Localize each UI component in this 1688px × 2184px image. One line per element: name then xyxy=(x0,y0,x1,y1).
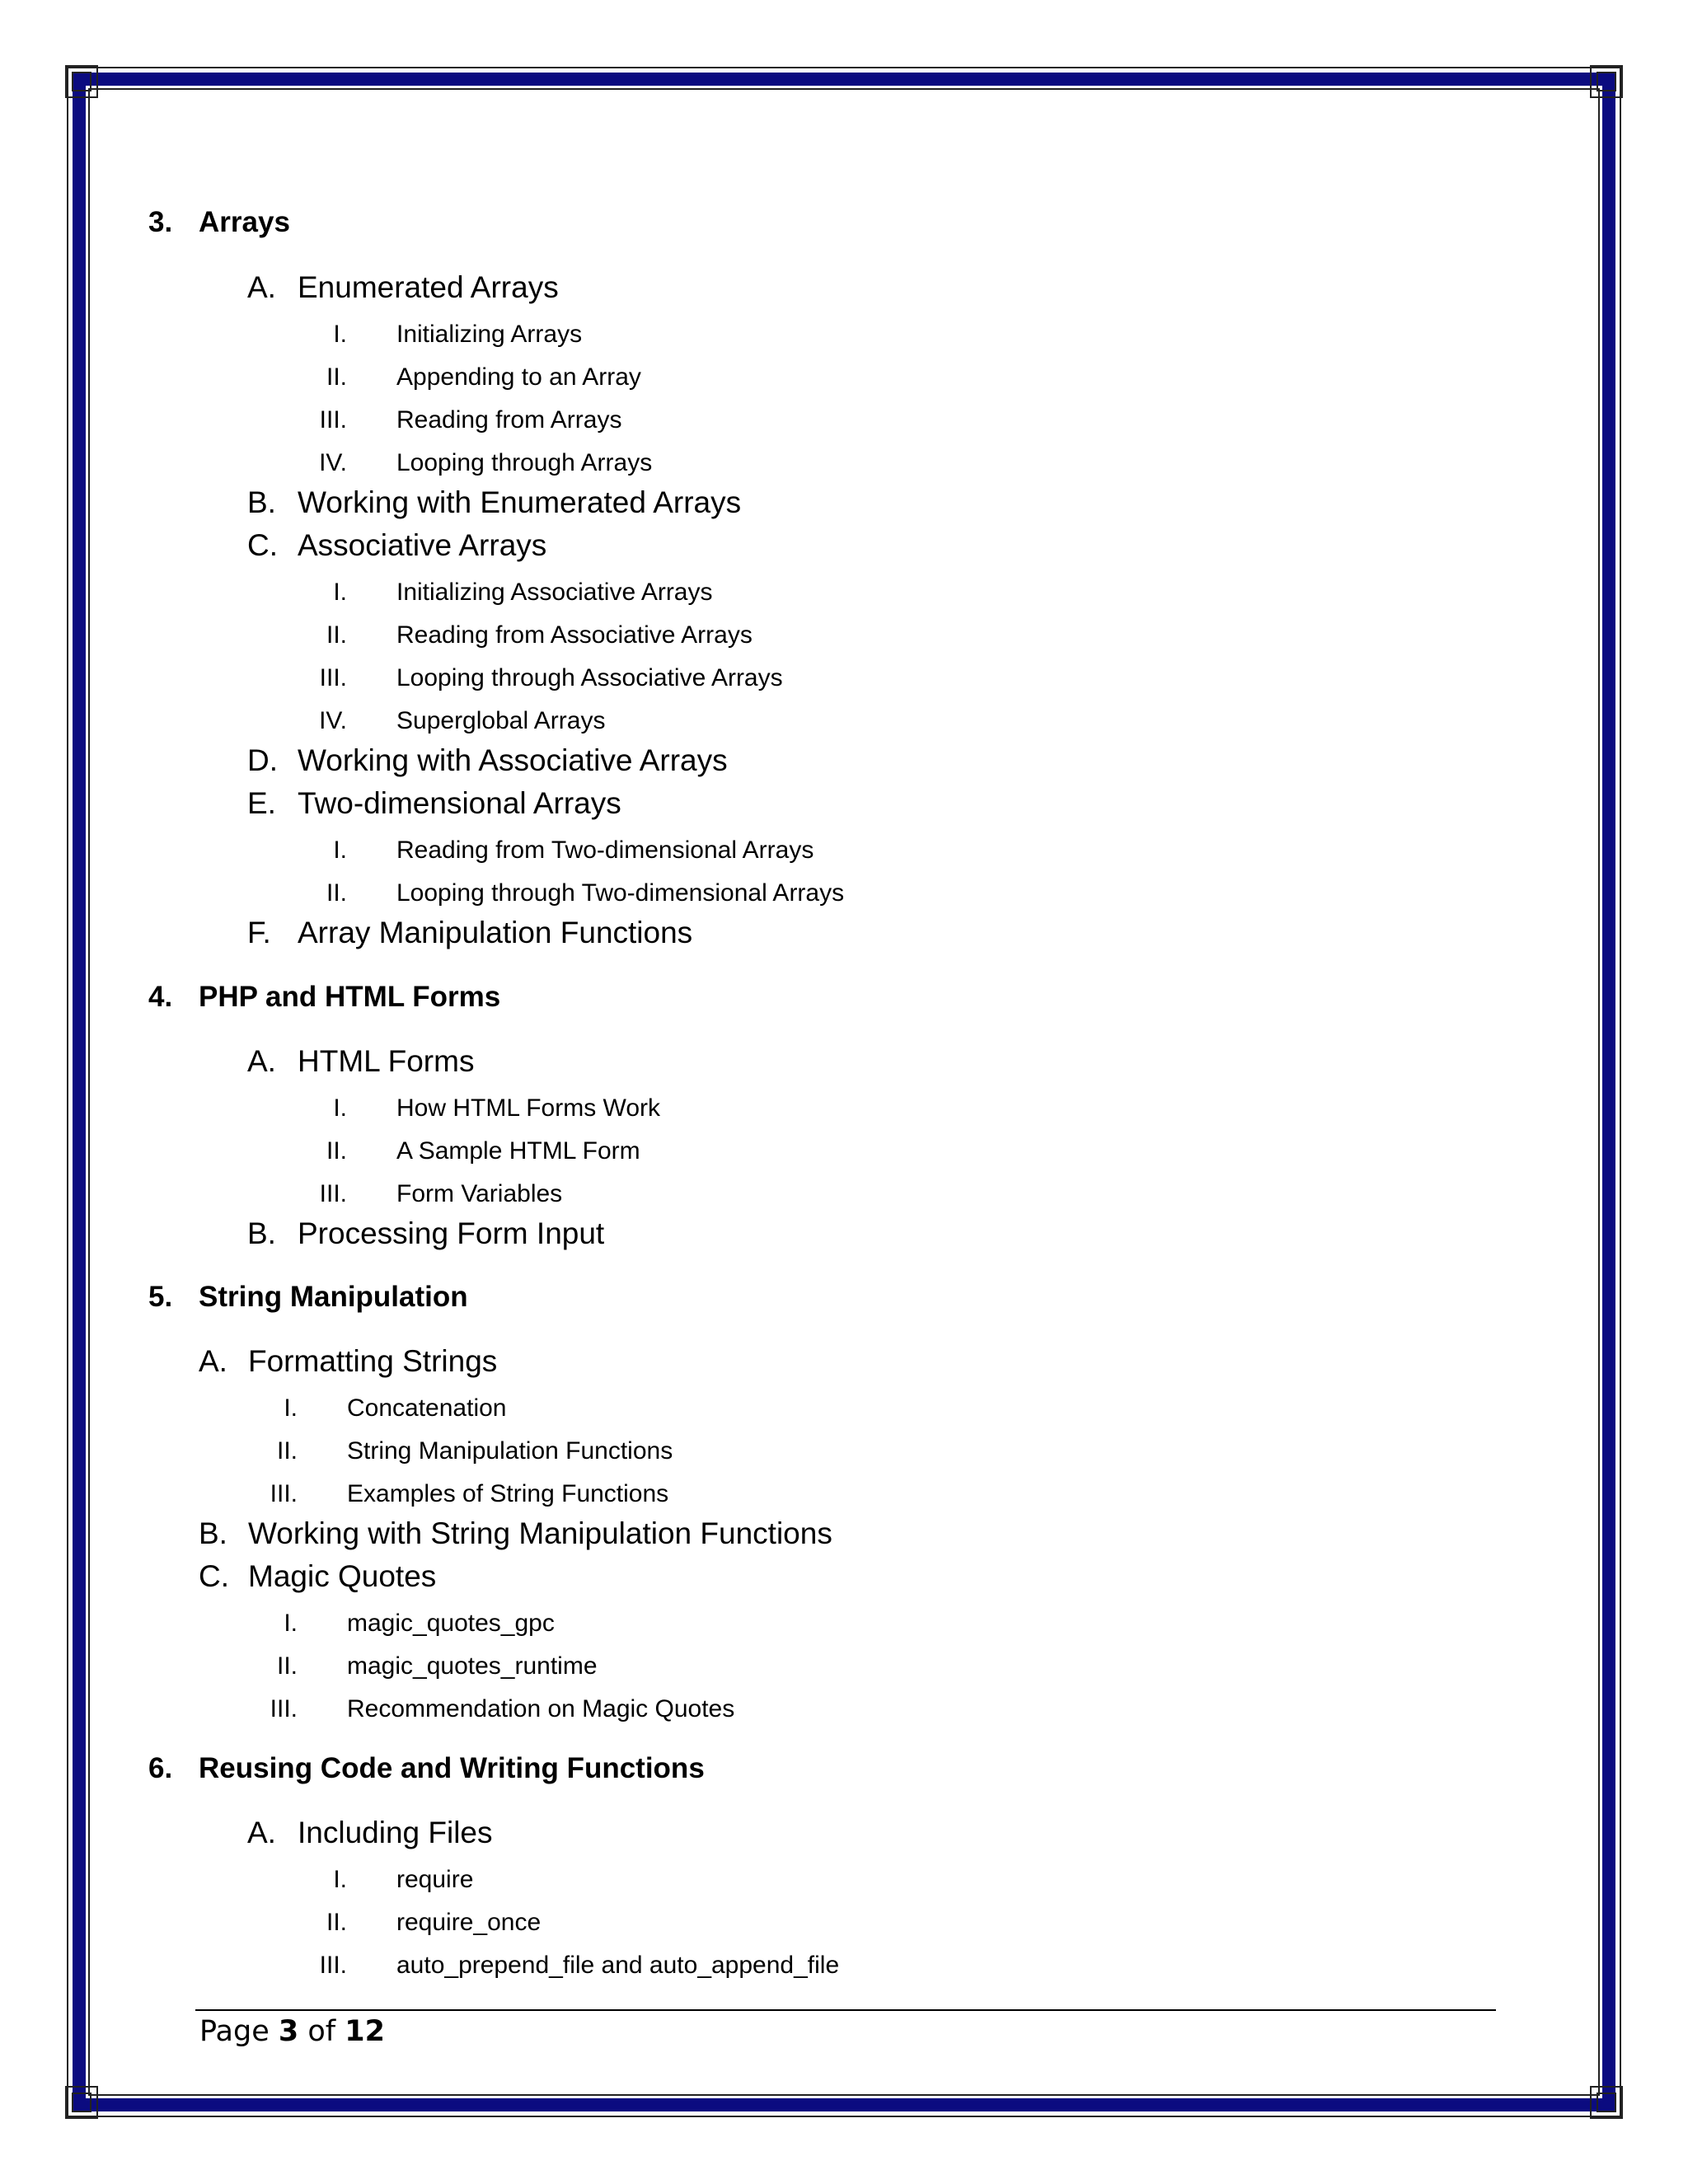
subitem-number: II. xyxy=(276,1437,298,1465)
item-text: Working with Enumerated Arrays xyxy=(298,485,742,519)
item-text: Array Manipulation Functions xyxy=(298,916,693,949)
item-text: Associative Arrays xyxy=(298,528,547,562)
subitem-number: II. xyxy=(326,879,347,907)
item-letter: F. xyxy=(247,916,271,949)
subitem-number: II. xyxy=(326,363,347,391)
item-letter: D. xyxy=(247,743,278,777)
subitem-number: III. xyxy=(319,1952,347,1979)
section-title: PHP and HTML Forms xyxy=(199,981,501,1013)
section-number: 3. xyxy=(148,206,173,238)
subitem-text: auto_prepend_file and auto_append_file xyxy=(396,1952,840,1979)
subitem-number: III. xyxy=(270,1695,298,1722)
item-text: Working with Associative Arrays xyxy=(298,743,728,777)
subitem-text: How HTML Forms Work xyxy=(396,1094,661,1122)
total-pages: 12 xyxy=(345,2015,385,2048)
subitem-text: Reading from Two-dimensional Arrays xyxy=(396,837,814,864)
footer-rule xyxy=(195,2009,1496,2011)
page-footer xyxy=(199,2015,385,2048)
subitem-number: III. xyxy=(319,664,347,691)
subitem-text: Superglobal Arrays xyxy=(396,707,606,734)
subitem-text: Initializing Associative Arrays xyxy=(396,579,713,606)
item-letter: A. xyxy=(247,270,276,304)
item-text: Magic Quotes xyxy=(248,1559,437,1593)
subitem-number: IV. xyxy=(319,707,347,734)
subitem-text: Reading from Associative Arrays xyxy=(396,621,753,649)
item-letter: E. xyxy=(247,786,276,820)
item-letter: B. xyxy=(247,1216,276,1250)
subitem-number: I. xyxy=(284,1610,298,1637)
subitem-text: Reading from Arrays xyxy=(396,406,622,434)
subitem-text: Concatenation xyxy=(347,1394,507,1422)
item-letter: A. xyxy=(199,1344,227,1378)
subitem-text: String Manipulation Functions xyxy=(347,1437,673,1465)
item-letter: C. xyxy=(199,1559,229,1593)
section-number: 4. xyxy=(148,981,173,1013)
item-letter: A. xyxy=(247,1044,276,1078)
item-letter: A. xyxy=(247,1816,276,1849)
item-letter: B. xyxy=(247,485,276,519)
item-letter: B. xyxy=(199,1516,227,1550)
subitem-text: Looping through Arrays xyxy=(396,449,653,476)
subitem-text: Examples of String Functions xyxy=(347,1480,669,1507)
subitem-number: III. xyxy=(270,1480,298,1507)
subitem-text: Form Variables xyxy=(396,1180,563,1207)
section-title: Arrays xyxy=(199,206,290,238)
subitem-number: I. xyxy=(333,1866,347,1893)
item-letter: C. xyxy=(247,528,278,562)
subitem-text: Looping through Associative Arrays xyxy=(396,664,783,691)
subitem-text: A Sample HTML Form xyxy=(396,1137,640,1165)
section-number: 5. xyxy=(148,1281,173,1313)
subitem-number: III. xyxy=(319,1180,347,1207)
subitem-number: I. xyxy=(284,1394,298,1422)
current-page: 3 xyxy=(278,2015,299,2048)
subitem-text: magic_quotes_runtime xyxy=(347,1652,598,1680)
subitem-number: II. xyxy=(326,1137,347,1165)
item-text: Formatting Strings xyxy=(248,1344,498,1378)
subitem-text: require xyxy=(396,1866,474,1893)
subitem-number: III. xyxy=(319,406,347,434)
item-text: Including Files xyxy=(298,1816,493,1849)
subitem-text: Recommendation on Magic Quotes xyxy=(347,1695,735,1722)
item-text: HTML Forms xyxy=(298,1044,475,1078)
subitem-text: Appending to an Array xyxy=(396,363,641,391)
subitem-text: Looping through Two-dimensional Arrays xyxy=(396,879,845,907)
section-number: 6. xyxy=(148,1752,173,1784)
subitem-number: I. xyxy=(333,579,347,606)
subitem-number: I. xyxy=(333,1094,347,1122)
subitem-number: I. xyxy=(333,321,347,348)
item-text: Two-dimensional Arrays xyxy=(298,786,621,820)
section-title: String Manipulation xyxy=(199,1281,468,1313)
subitem-text: Initializing Arrays xyxy=(396,321,583,348)
subitem-text: require_once xyxy=(396,1909,542,1936)
subitem-number: IV. xyxy=(319,449,347,476)
item-text: Enumerated Arrays xyxy=(298,270,559,304)
item-text: Working with String Manipulation Functions xyxy=(248,1516,832,1550)
subitem-number: II. xyxy=(326,1909,347,1936)
section-title: Reusing Code and Writing Functions xyxy=(199,1752,705,1784)
item-text: Processing Form Input xyxy=(298,1216,605,1250)
subitem-number: II. xyxy=(276,1652,298,1680)
subitem-number: II. xyxy=(326,621,347,649)
subitem-number: I. xyxy=(333,837,347,864)
of-word: of xyxy=(307,2015,336,2048)
page-word: Page xyxy=(199,2015,270,2048)
subitem-text: magic_quotes_gpc xyxy=(347,1610,555,1637)
